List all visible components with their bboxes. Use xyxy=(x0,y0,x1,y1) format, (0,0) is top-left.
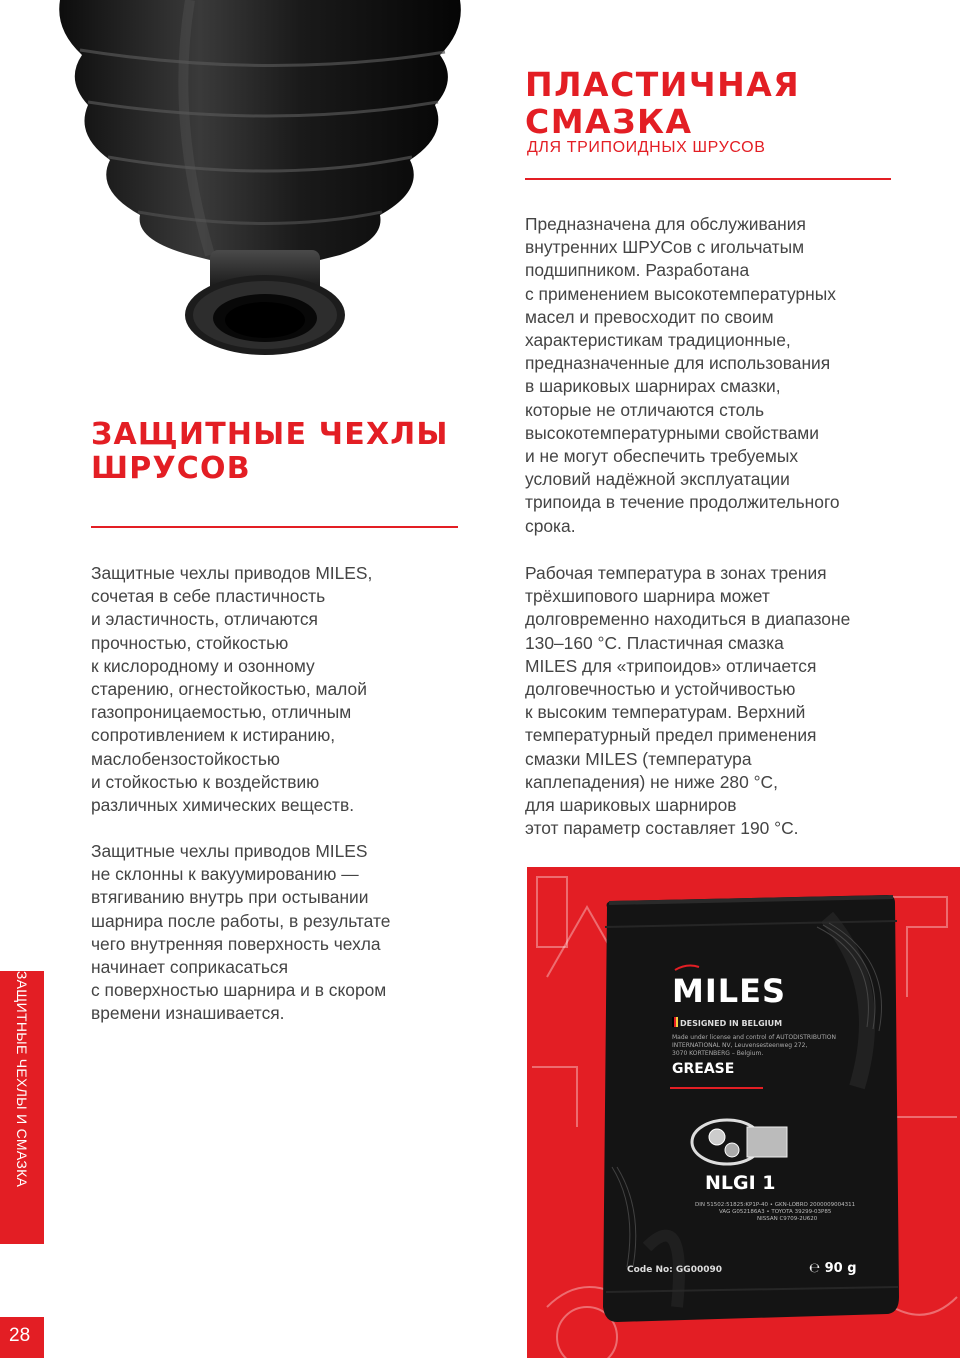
text-line: этот параметр составляет 190 °С. xyxy=(525,818,799,839)
text-line: условий надёжной эксплуатации xyxy=(525,469,790,490)
text-line: с применением высокотемпературных xyxy=(525,283,836,304)
text-line: трёхшипового шарнира может xyxy=(525,586,770,607)
package-bag xyxy=(603,895,899,1322)
boots-title xyxy=(91,418,449,486)
grease-paragraph-2 xyxy=(525,562,850,840)
grease-package-graphic xyxy=(527,867,960,1358)
text-line: MILES для «трипоидов» отличается xyxy=(525,655,817,676)
package-weight: ℮ 90 g xyxy=(809,1261,857,1276)
text-line: внутренних ШРУСов с игольчатым xyxy=(525,237,805,258)
text-line: с поверхностью шарнира и в скором xyxy=(91,980,387,1001)
text-line: срока. xyxy=(525,515,576,536)
text-line: трипоида в течение продолжительного xyxy=(525,492,840,513)
side-section-label: ЗАЩИТНЫЕ ЧЕХЛЫ И СМАЗКА xyxy=(14,970,30,1188)
text-line: втягиванию внутрь при остывании xyxy=(91,887,369,908)
package-grease-label: GREASE xyxy=(672,1061,735,1077)
text-line: которые не отличаются столь xyxy=(525,399,765,420)
package-fineprint: 3070 KORTENBERG – Belgium. xyxy=(672,1050,764,1057)
text-line: не склонны к вакуумированию — xyxy=(91,864,359,885)
text-line: долговременно находиться в диапазоне xyxy=(525,609,851,630)
text-line: маслобензостойкостью xyxy=(91,748,280,769)
text-line: начинает соприкасаться xyxy=(91,957,288,978)
grease-package-photo xyxy=(527,867,960,1358)
boot-body xyxy=(59,0,461,260)
boot-neck xyxy=(185,250,345,355)
boots-title-line: ЗАЩИТНЫЕ ЧЕХЛЫ xyxy=(91,417,449,452)
package-specs: NISSAN C9709-2U620 xyxy=(757,1216,818,1222)
boots-paragraph-2 xyxy=(91,840,390,1026)
package-code: Code No: GG00090 xyxy=(627,1265,723,1275)
text-line: в шариковых шарнирах смазки, xyxy=(525,376,781,397)
side-section-tab xyxy=(0,971,44,1244)
text-line: масел и превосходит по своим xyxy=(525,306,774,327)
text-line: каплепадения) не ниже 280 °С, xyxy=(525,771,778,792)
text-line: предназначенные для использования xyxy=(525,353,831,374)
grease-title-line: СМАЗКА xyxy=(525,102,693,141)
package-brand: MILES xyxy=(672,972,787,1010)
package-fineprint: INTERNATIONAL NV, Leuvensesteenweg 272, xyxy=(672,1042,808,1049)
text-line: подшипником. Разработана xyxy=(525,260,750,281)
text-line: старению, огнестойкостью, малой xyxy=(91,679,367,700)
text-line: к высоким температурам. Верхний xyxy=(525,702,806,723)
text-line: и не могут обеспечить требуемых xyxy=(525,446,799,467)
text-line: газопроницаемостью, отличным xyxy=(91,702,352,723)
text-line: Защитные чехлы приводов MILES xyxy=(91,841,368,861)
text-line: Защитные чехлы приводов MILES, xyxy=(91,563,373,583)
text-line: сопротивлением к истиранию, xyxy=(91,725,336,746)
text-line: смазки MILES (температура xyxy=(525,748,752,769)
package-fineprint: Made under license and control of AUTODISTRIBUTION xyxy=(672,1034,837,1041)
page-number: 28 xyxy=(0,1317,44,1358)
text-line: сочетая в себе пластичность xyxy=(91,586,326,607)
text-line: Предназначена для обслуживания xyxy=(525,214,806,234)
text-line: и стойкостью к воздействию xyxy=(91,771,320,792)
grease-subtitle: ДЛЯ ТРИПОИДНЫХ ШРУСОВ xyxy=(527,139,766,156)
text-line: чего внутренняя поверхность чехла xyxy=(91,933,381,954)
package-specs: VAG G052186A3 • TOYOTA 39299-03P85 xyxy=(719,1209,832,1215)
package-designed: DESIGNED IN BELGIUM xyxy=(680,1019,783,1028)
grease-title-line: ПЛАСТИЧНАЯ xyxy=(525,65,801,104)
text-line: к кислородному и озонному xyxy=(91,655,315,676)
package-nlgi: NLGI 1 xyxy=(705,1172,776,1194)
text-line: различных химических веществ. xyxy=(91,795,355,816)
text-line: долговечностью и устойчивостью xyxy=(525,679,796,700)
text-line: 130–160 °С. Пластичная смазка xyxy=(525,632,784,653)
grease-title-divider xyxy=(525,178,891,180)
text-line: прочностью, стойкостью xyxy=(91,632,289,653)
text-line: времени изнашивается. xyxy=(91,1003,285,1024)
text-line: Рабочая температура в зонах трения xyxy=(525,563,827,583)
grease-title xyxy=(525,66,800,140)
cv-boot-photo xyxy=(40,0,480,370)
boots-title-line: ШРУСОВ xyxy=(91,451,251,486)
text-line: и эластичность, отличаются xyxy=(91,609,318,630)
text-line: высокотемпературными свойствами xyxy=(525,422,819,443)
boots-title-divider xyxy=(91,526,458,528)
text-line: характеристикам традиционные, xyxy=(525,330,791,351)
package-specs: DIN 51502:51825:KP1P-40 • GKN-LOBRO 2000009004311 xyxy=(695,1202,856,1208)
grease-paragraph-1 xyxy=(525,213,840,538)
text-line: шарнира после работы, в результате xyxy=(91,910,391,931)
text-line: для шариковых шарниров xyxy=(525,795,737,816)
text-line: температурный предел применения xyxy=(525,725,817,746)
boots-paragraph-1 xyxy=(91,562,372,817)
